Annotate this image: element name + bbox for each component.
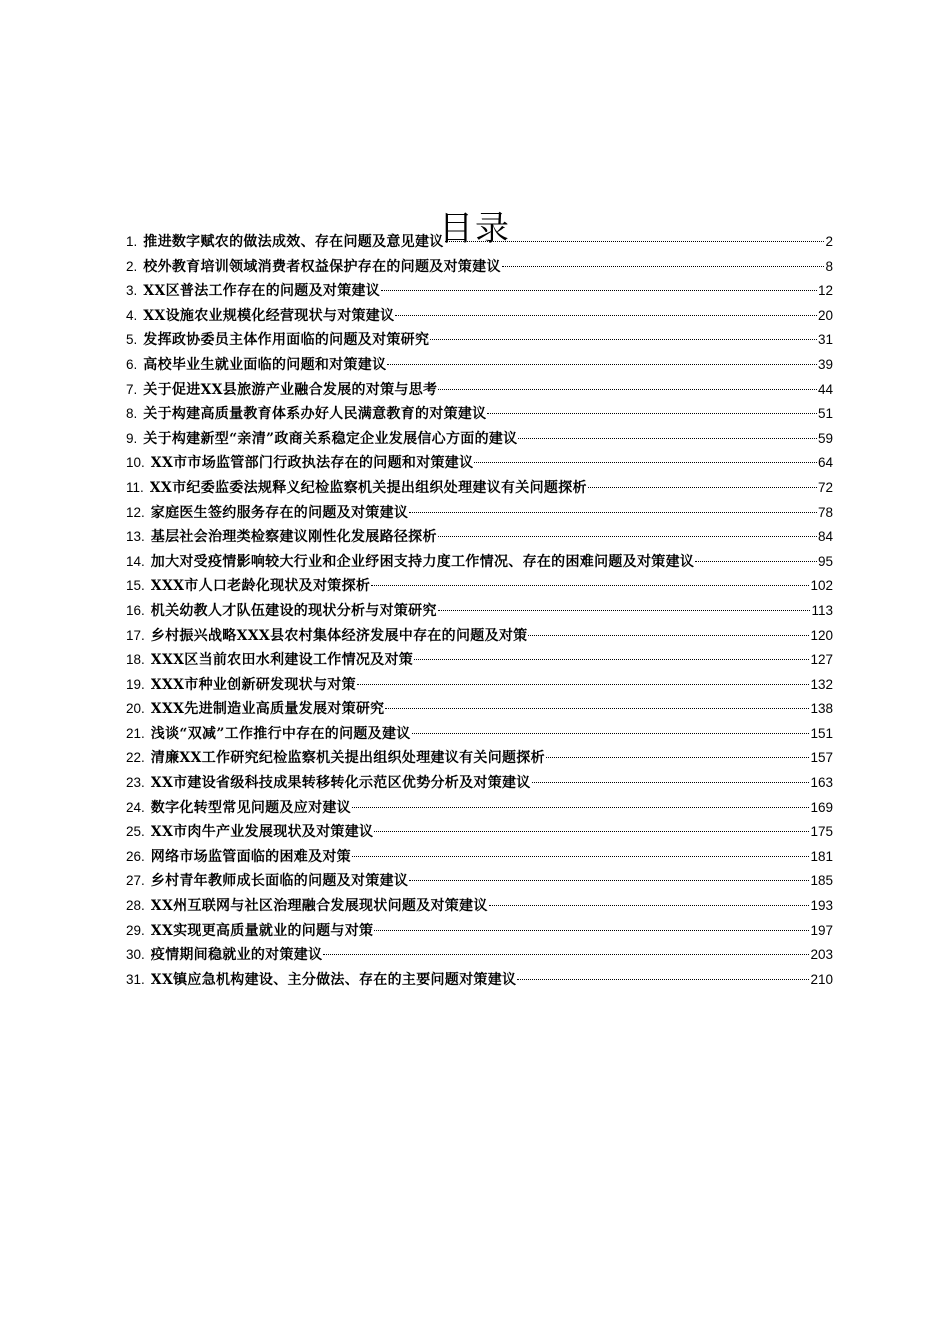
toc-entry-title[interactable]: 家庭医生签约服务存在的问题及对策建议 (150, 504, 409, 521)
toc-entry[interactable] (126, 328, 833, 353)
toc-dot-leader (502, 265, 825, 267)
toc-entry-page-number: 51 (817, 406, 833, 422)
toc-entry[interactable] (126, 427, 833, 452)
toc-entry-title[interactable]: 基层社会治理类检察建议刚性化发展路径探析 (150, 529, 437, 546)
toc-entry-page-number: 157 (810, 750, 833, 766)
toc-entry-page-number: 2 (825, 234, 833, 249)
toc-entry-number: 26. (126, 848, 145, 864)
toc-entry-page-number: 20 (817, 307, 833, 323)
toc-dot-leader (409, 879, 809, 881)
toc-entry[interactable] (126, 402, 833, 427)
table-of-contents (126, 230, 833, 992)
toc-entry-title[interactable]: XXX先进制造业高质量发展对策研究 (150, 701, 385, 718)
toc-dot-leader (489, 904, 810, 906)
toc-entry-title[interactable]: 关于构建新型“亲清”政商关系稳定企业发展信心方面的建议 (143, 430, 518, 447)
toc-dot-leader (695, 560, 817, 562)
toc-entry[interactable] (126, 722, 833, 747)
toc-entry[interactable] (126, 353, 833, 378)
toc-entry[interactable] (126, 304, 833, 329)
toc-dot-leader (438, 388, 817, 390)
toc-entry-number: 2. (126, 258, 138, 274)
toc-entry-number: 30. (126, 947, 145, 963)
toc-entry[interactable] (126, 525, 833, 550)
toc-entry-number: 13. (126, 529, 145, 545)
toc-entry[interactable] (126, 599, 833, 624)
toc-entry[interactable] (126, 894, 833, 919)
toc-entry-page-number: 64 (817, 455, 833, 471)
toc-entry-title[interactable]: 校外教育培训领域消费者权益保护存在的问题及对策建议 (143, 258, 501, 275)
toc-entry-page-number: 151 (810, 725, 833, 741)
toc-entry[interactable] (126, 820, 833, 845)
toc-dot-leader (352, 855, 809, 857)
toc-entry-number: 19. (126, 676, 145, 692)
toc-entry-title[interactable]: XX镇应急机构建设、主分做法、存在的主要问题对策建议 (150, 971, 517, 988)
toc-entry-number: 5. (126, 332, 138, 348)
toc-entry-page-number: 181 (810, 848, 833, 864)
toc-entry-title[interactable]: 网络市场监管面临的困难及对策 (150, 848, 351, 865)
toc-entry[interactable] (126, 697, 833, 722)
toc-entry[interactable] (126, 771, 833, 796)
toc-entry-title[interactable]: 高校毕业生就业面临的问题和对策建议 (143, 356, 387, 373)
toc-entry[interactable] (126, 648, 833, 673)
toc-dot-leader (438, 609, 811, 611)
toc-dot-leader (518, 437, 816, 439)
toc-entry[interactable] (126, 501, 833, 526)
toc-entry-number: 16. (126, 602, 145, 618)
toc-entry-number: 12. (126, 504, 145, 520)
toc-entry-title[interactable]: 机关幼教人才队伍建设的现状分析与对策研究 (150, 602, 437, 619)
toc-entry[interactable] (126, 845, 833, 870)
toc-entry-page-number: 185 (810, 873, 833, 889)
toc-entry-page-number: 113 (811, 602, 833, 618)
toc-entry[interactable] (126, 796, 833, 821)
toc-entry-title[interactable]: 乡村振兴战略XXX县农村集体经济发展中存在的问题及对策 (150, 627, 528, 644)
toc-dot-leader (371, 584, 809, 586)
toc-dot-leader (528, 634, 809, 636)
toc-entry-page-number: 72 (817, 479, 833, 495)
toc-entry-page-number: 120 (810, 627, 833, 643)
toc-dot-leader (474, 461, 817, 463)
toc-entry-page-number: 127 (810, 652, 833, 668)
toc-entry-title[interactable]: XX区普法工作存在的问题及对策建议 (143, 283, 381, 300)
toc-dot-leader (414, 658, 809, 660)
toc-entry-page-number: 31 (817, 332, 833, 348)
toc-entry-title[interactable]: XX实现更高质量就业的问题与对策 (150, 922, 374, 939)
toc-entry-title[interactable]: 推进数字赋农的做法成效、存在问题及意见建议 (143, 234, 444, 250)
toc-entry-number: 20. (126, 701, 145, 717)
toc-dot-leader (588, 486, 817, 488)
toc-entry-page-number: 59 (817, 430, 833, 446)
toc-entry-title[interactable]: XXX区当前农田水利建设工作情况及对策 (150, 652, 414, 669)
toc-entry[interactable] (126, 255, 833, 280)
toc-entry-page-number: 102 (810, 578, 833, 594)
toc-entry[interactable] (126, 673, 833, 698)
toc-entry[interactable] (126, 451, 833, 476)
toc-entry-page-number: 78 (817, 504, 833, 520)
toc-entry-number: 29. (126, 922, 145, 938)
toc-entry-title[interactable]: XX设施农业规模化经营现状与对策建议 (143, 307, 395, 324)
toc-entry[interactable] (126, 919, 833, 944)
toc-entry-title[interactable]: 加大对受疫情影响较大行业和企业纾困支持力度工作情况、存在的困难问题及对策建议 (150, 553, 695, 570)
toc-entry-page-number: 169 (810, 799, 833, 815)
toc-entry-page-number: 138 (810, 701, 833, 717)
toc-entry-page-number: 175 (810, 824, 833, 840)
toc-entry-number: 22. (126, 750, 145, 766)
toc-entry[interactable] (126, 279, 833, 304)
toc-entry-page-number: 12 (817, 283, 833, 299)
toc-entry-page-number: 193 (810, 898, 833, 914)
toc-dot-leader (381, 289, 817, 291)
toc-entry-title[interactable]: 乡村青年教师成长面临的问题及对策建议 (150, 873, 409, 890)
toc-entry-title[interactable]: XXX市人口老龄化现状及对策探析 (150, 578, 371, 595)
toc-dot-leader (438, 535, 817, 537)
toc-entry-number: 27. (126, 873, 145, 889)
toc-entry-number: 18. (126, 652, 145, 668)
toc-dot-leader (387, 363, 817, 365)
toc-entry[interactable] (126, 943, 833, 968)
toc-dot-leader (352, 806, 809, 808)
toc-entry-number: 10. (126, 455, 145, 471)
toc-dot-leader (357, 683, 810, 685)
toc-entry-number: 28. (126, 898, 145, 914)
toc-entry-page-number: 132 (810, 676, 833, 692)
toc-dot-leader (445, 240, 825, 242)
toc-entry-page-number: 163 (810, 775, 833, 791)
toc-entry-title[interactable]: 数字化转型常见问题及应对建议 (150, 799, 351, 816)
toc-entry[interactable] (126, 378, 833, 403)
toc-entry-title[interactable]: 关于促进XX县旅游产业融合发展的对策与思考 (143, 381, 438, 398)
toc-entry[interactable] (126, 574, 833, 599)
toc-entry-number: 1. (126, 234, 138, 249)
toc-entry-page-number: 203 (810, 947, 833, 963)
toc-entry-title[interactable]: XX市市场监管部门行政执法存在的问题和对策建议 (150, 455, 474, 472)
toc-entry[interactable] (126, 550, 833, 575)
toc-entry-number: 7. (126, 381, 138, 397)
toc-entry[interactable] (126, 230, 833, 255)
toc-entry[interactable] (126, 869, 833, 894)
toc-entry-title[interactable]: XX州互联网与社区治理融合发展现状问题及对策建议 (150, 898, 488, 915)
toc-entry-page-number: 39 (817, 356, 833, 372)
toc-entry-number: 15. (126, 578, 145, 594)
toc-entry-title[interactable]: 疫情期间稳就业的对策建议 (150, 947, 323, 964)
page-title: 目录 (439, 208, 511, 249)
toc-entry-page-number: 84 (817, 529, 833, 545)
toc-dot-leader (385, 707, 809, 709)
toc-entry-number: 31. (126, 971, 145, 987)
toc-entry-number: 24. (126, 799, 145, 815)
toc-dot-leader (546, 756, 810, 758)
toc-entry-page-number: 95 (817, 553, 833, 569)
toc-entry-title[interactable]: XX市建设省级科技成果转移转化示范区优势分析及对策建议 (150, 775, 531, 792)
toc-entry-title[interactable]: XX市纪委监委法规释义纪检监察机关提出组织处理建议有关问题探析 (149, 479, 587, 496)
toc-entry[interactable] (126, 746, 833, 771)
toc-entry-title[interactable]: 发挥政协委员主体作用面临的问题及对策研究 (143, 332, 430, 349)
toc-entry-number: 3. (126, 283, 138, 299)
toc-entry-title[interactable]: XXX市种业创新研发现状与对策 (150, 676, 356, 693)
toc-entry-number: 11. (126, 479, 144, 495)
toc-entry-number: 17. (126, 627, 145, 643)
toc-entry-number: 6. (126, 356, 138, 372)
toc-entry-number: 23. (126, 775, 145, 791)
toc-entry-title[interactable]: 浅谈“双减”工作推行中存在的问题及建议 (150, 725, 411, 742)
toc-entry-page-number: 8 (825, 258, 833, 274)
toc-dot-leader (395, 314, 817, 316)
toc-entry-page-number: 44 (817, 381, 833, 397)
toc-entry-page-number: 197 (810, 922, 833, 938)
toc-entry-number: 4. (126, 307, 138, 323)
toc-dot-leader (532, 781, 810, 783)
toc-dot-leader (412, 732, 810, 734)
toc-dot-leader (517, 978, 809, 980)
toc-entry[interactable] (126, 624, 833, 649)
toc-entry[interactable] (126, 476, 833, 501)
toc-dot-leader (430, 338, 817, 340)
toc-dot-leader (323, 953, 809, 955)
toc-entry-number: 25. (126, 824, 145, 840)
toc-entry-title[interactable]: XX市肉牛产业发展现状及对策建议 (150, 824, 374, 841)
toc-entry[interactable] (126, 968, 833, 993)
toc-dot-leader (374, 830, 809, 832)
toc-entry-number: 8. (126, 406, 138, 422)
toc-dot-leader (409, 511, 817, 513)
toc-entry-number: 21. (126, 725, 145, 741)
toc-entry-number: 9. (126, 430, 138, 446)
toc-dot-leader (487, 412, 817, 414)
toc-entry-number: 14. (126, 553, 145, 569)
toc-dot-leader (374, 929, 809, 931)
toc-entry-title[interactable]: 关于构建高质量教育体系办好人民满意教育的对策建议 (143, 406, 487, 423)
toc-entry-title[interactable]: 清廉XX工作研究纪检监察机关提出组织处理建议有关问题探析 (150, 750, 545, 767)
toc-entry-page-number: 210 (810, 971, 833, 987)
